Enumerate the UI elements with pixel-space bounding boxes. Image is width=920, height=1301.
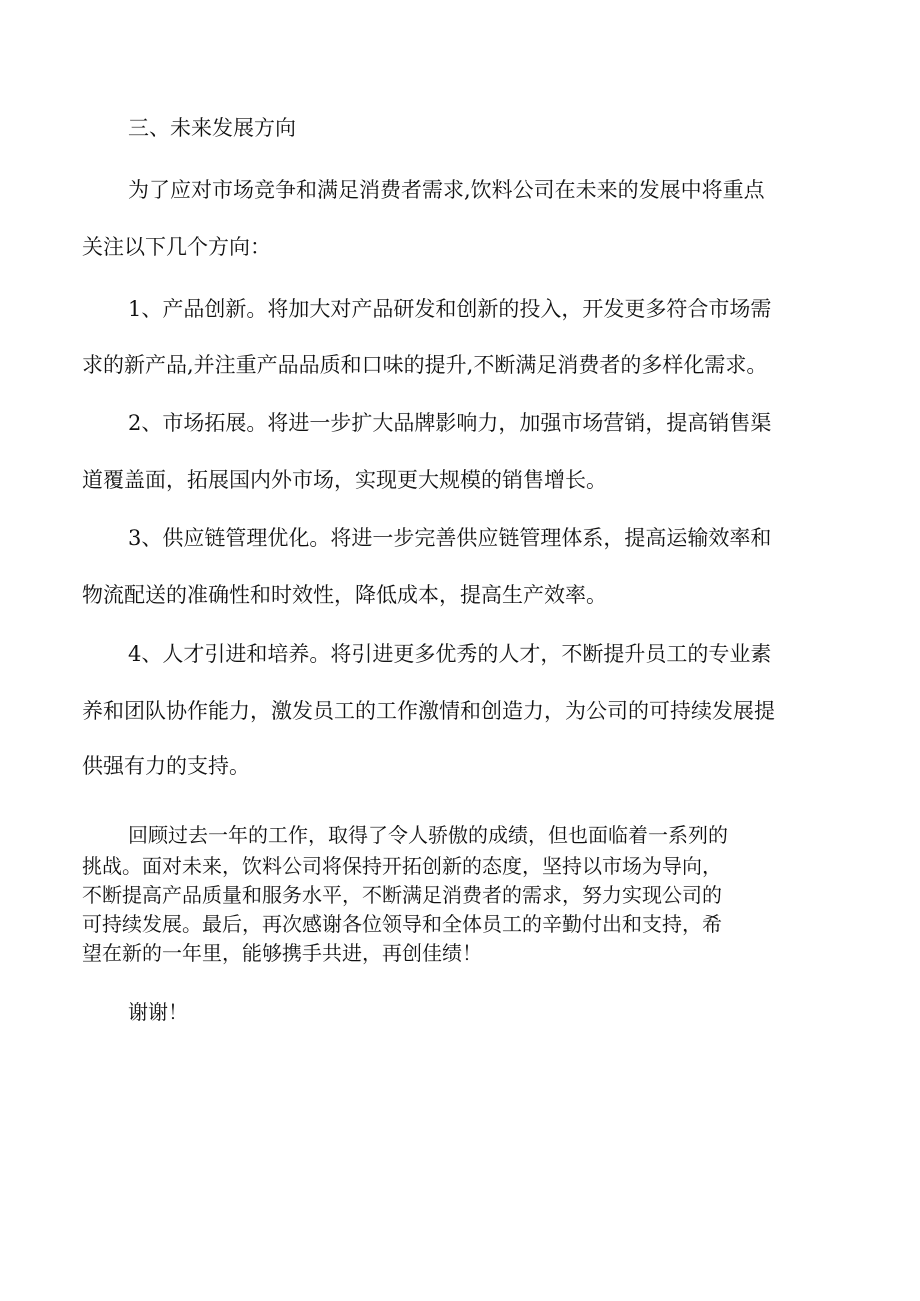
section-heading: 三、未来发展方向: [128, 116, 296, 140]
item-4-line-2: 养和团队协作能力，激发员工的工作激情和创造力，为公司的可持续发展提: [82, 699, 775, 723]
closing-line-2: 挑战。面对未来，饮料公司将保持开拓创新的态度，坚持以市场为导向，: [82, 854, 722, 878]
item-1-line-2: 求的新产品,并注重产品品质和口味的提升,不断满足消费者的多样化需求。: [82, 353, 768, 377]
item-3-line-2: 物流配送的准确性和时效性，降低成本，提高生产效率。: [82, 583, 607, 607]
closing-line-1: 回顾过去一年的工作，取得了令人骄傲的成绩，但也面临着一系列的: [128, 823, 728, 847]
intro-line-1: 为了应对市场竞争和满足消费者需求,饮料公司在未来的发展中将重点: [128, 178, 765, 202]
item-3-line-1: 3、供应链管理优化。将进一步完善供应链管理体系，提高运输效率和: [128, 526, 772, 550]
item-4-line-3: 供强有力的支持。: [82, 754, 250, 778]
closing-line-3: 不断提高产品质量和服务水平，不断满足消费者的需求，努力实现公司的: [82, 883, 722, 907]
thanks-text: 谢谢！: [128, 1000, 188, 1024]
closing-line-5: 望在新的一年里，能够携手共进，再创佳绩！: [82, 941, 482, 965]
item-1-line-1: 1、产品创新。将加大对产品研发和创新的投入，开发更多符合市场需: [128, 297, 772, 321]
item-2-line-2: 道覆盖面，拓展国内外市场，实现更大规模的销售增长。: [82, 468, 607, 492]
intro-line-2: 关注以下几个方向：: [82, 235, 271, 259]
item-4-line-1: 4、人才引进和培养。将引进更多优秀的人才，不断提升员工的专业素: [128, 642, 772, 666]
closing-line-4: 可持续发展。最后，再次感谢各位领导和全体员工的辛勤付出和支持，希: [82, 912, 722, 936]
item-2-line-1: 2、市场拓展。将进一步扩大品牌影响力，加强市场营销，提高销售渠: [128, 411, 772, 435]
